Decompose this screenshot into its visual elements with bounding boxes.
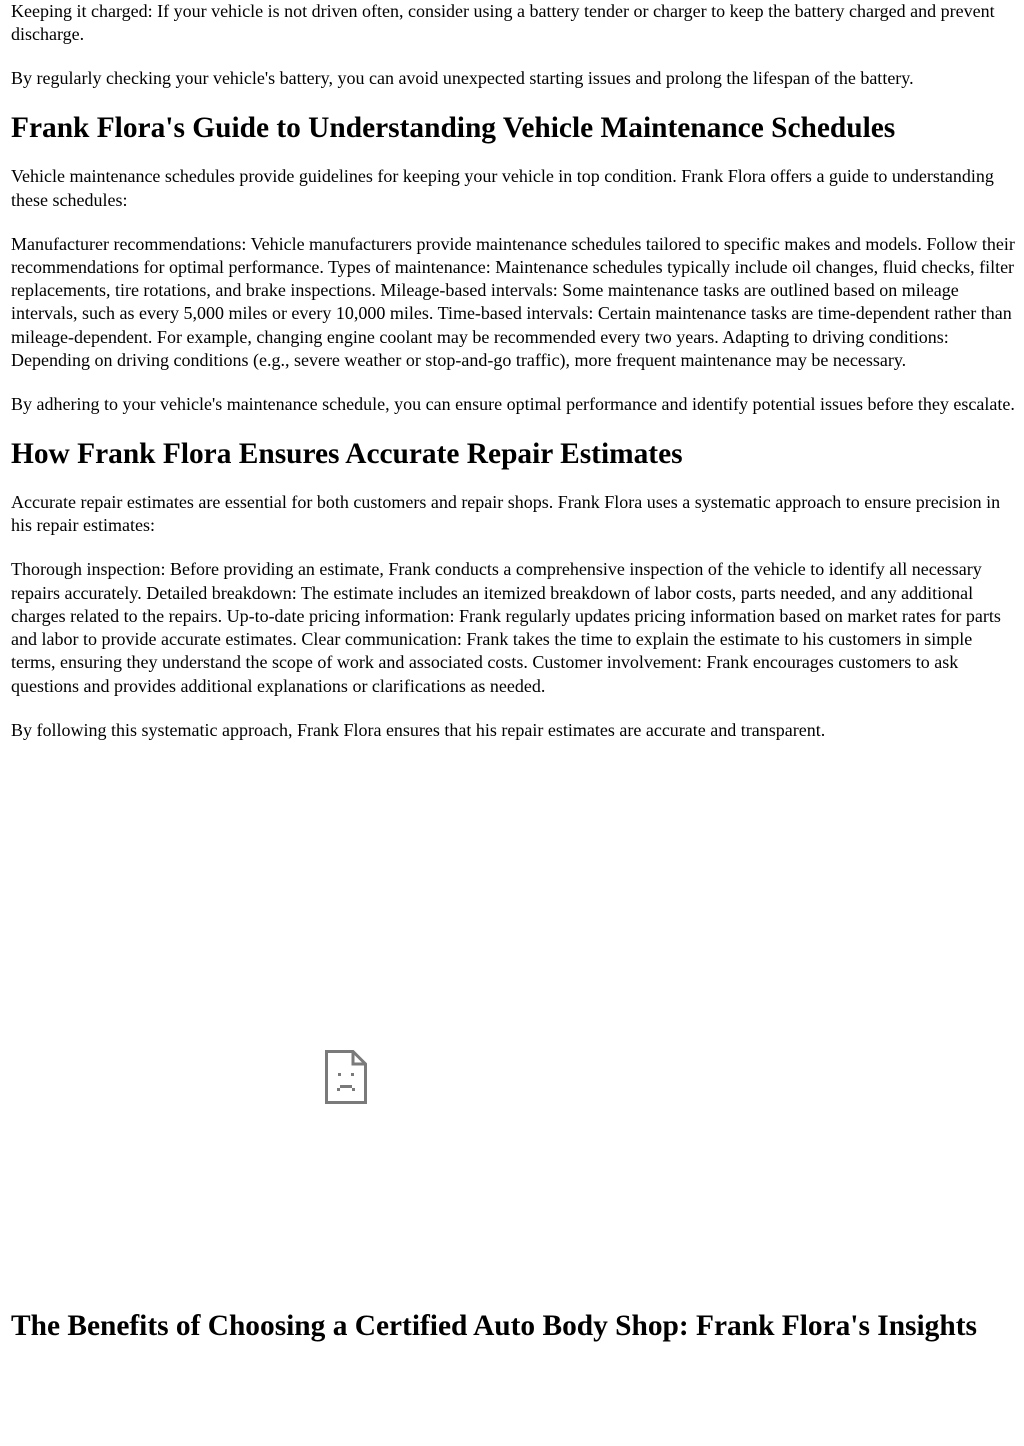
- heading-repair-estimates: How Frank Flora Ensures Accurate Repair Estimates: [11, 438, 683, 470]
- paragraph-keeping-charged: Keeping it charged: If your vehicle is not driven often, consider using a battery tender or charger to keep the battery charged and prevent discharge.: [11, 1, 995, 45]
- paragraph-maintenance-intro: Vehicle maintenance schedules provide guidelines for keeping your vehicle in top condition. Frank Flora offers a guide to understanding these schedules:: [11, 166, 994, 210]
- article-content: [11, 0, 1015, 763]
- paragraph-repair-list: Thorough inspection: Before providing an estimate, Frank conducts a comprehensive inspection of the vehicle to identify all necessary repairs accurately. Detailed breakdown: The estimate includes an itemized breakdown of labor costs, parts needed, and any additional charges related to the repairs. Up-to-date pricing information: Frank regularly updates pricing information based on market rates for parts and labor to provide accurate estimates. Clear communication: Frank takes the time to explain the estimate to his customers in simple terms, ensuring they understand the scope of work and associated costs. Customer involvement: Frank encourages customers to ask questions and provides additional explanations or clarifications as needed.: [11, 559, 1001, 696]
- paragraph-repair-summary: By following this systematic approach, Frank Flora ensures that his repair estimates are accurate and transparent.: [11, 719, 826, 740]
- broken-image-icon: [325, 1050, 367, 1104]
- paragraph-maintenance-summary: By adhering to your vehicle's maintenance schedule, you can ensure optimal performance and identify potential issues before they escalate.: [11, 394, 1015, 415]
- paragraph-maintenance-list: Manufacturer recommendations: Vehicle manufacturers provide maintenance schedules tailored to specific makes and models. Follow their recommendations for optimal performance. Types of maintenance: Maintenance schedules typically include oil changes, fluid checks, filter replacements, tire rotations, and brake inspections. Mileage-based intervals: Some maintenance tasks are outlined based on mileage intervals, such as every 5,000 miles or every 10,000 miles. Time-based intervals: Certain maintenance tasks are time-dependent rather than mileage-dependent. For example, changing engine coolant may be recommended every two years. Adapting to driving conditions: Depending on driving conditions (e.g., severe weather or stop-and-go traffic), more frequent maintenance may be necessary.: [11, 233, 1015, 371]
- paragraph-repair-intro: Accurate repair estimates are essential for both customers and repair shops. Frank Flora uses a systematic approach to ensure precision in his repair estimates:: [11, 492, 1001, 536]
- heading-certified-body-shop: The Benefits of Choosing a Certified Auto Body Shop: Frank Flora's Insights: [11, 1310, 977, 1342]
- heading-maintenance-schedules: Frank Flora's Guide to Understanding Vehicle Maintenance Schedules: [11, 112, 896, 145]
- paragraph-battery-summary: By regularly checking your vehicle's battery, you can avoid unexpected starting issues and prolong the lifespan of the battery.: [11, 68, 914, 89]
